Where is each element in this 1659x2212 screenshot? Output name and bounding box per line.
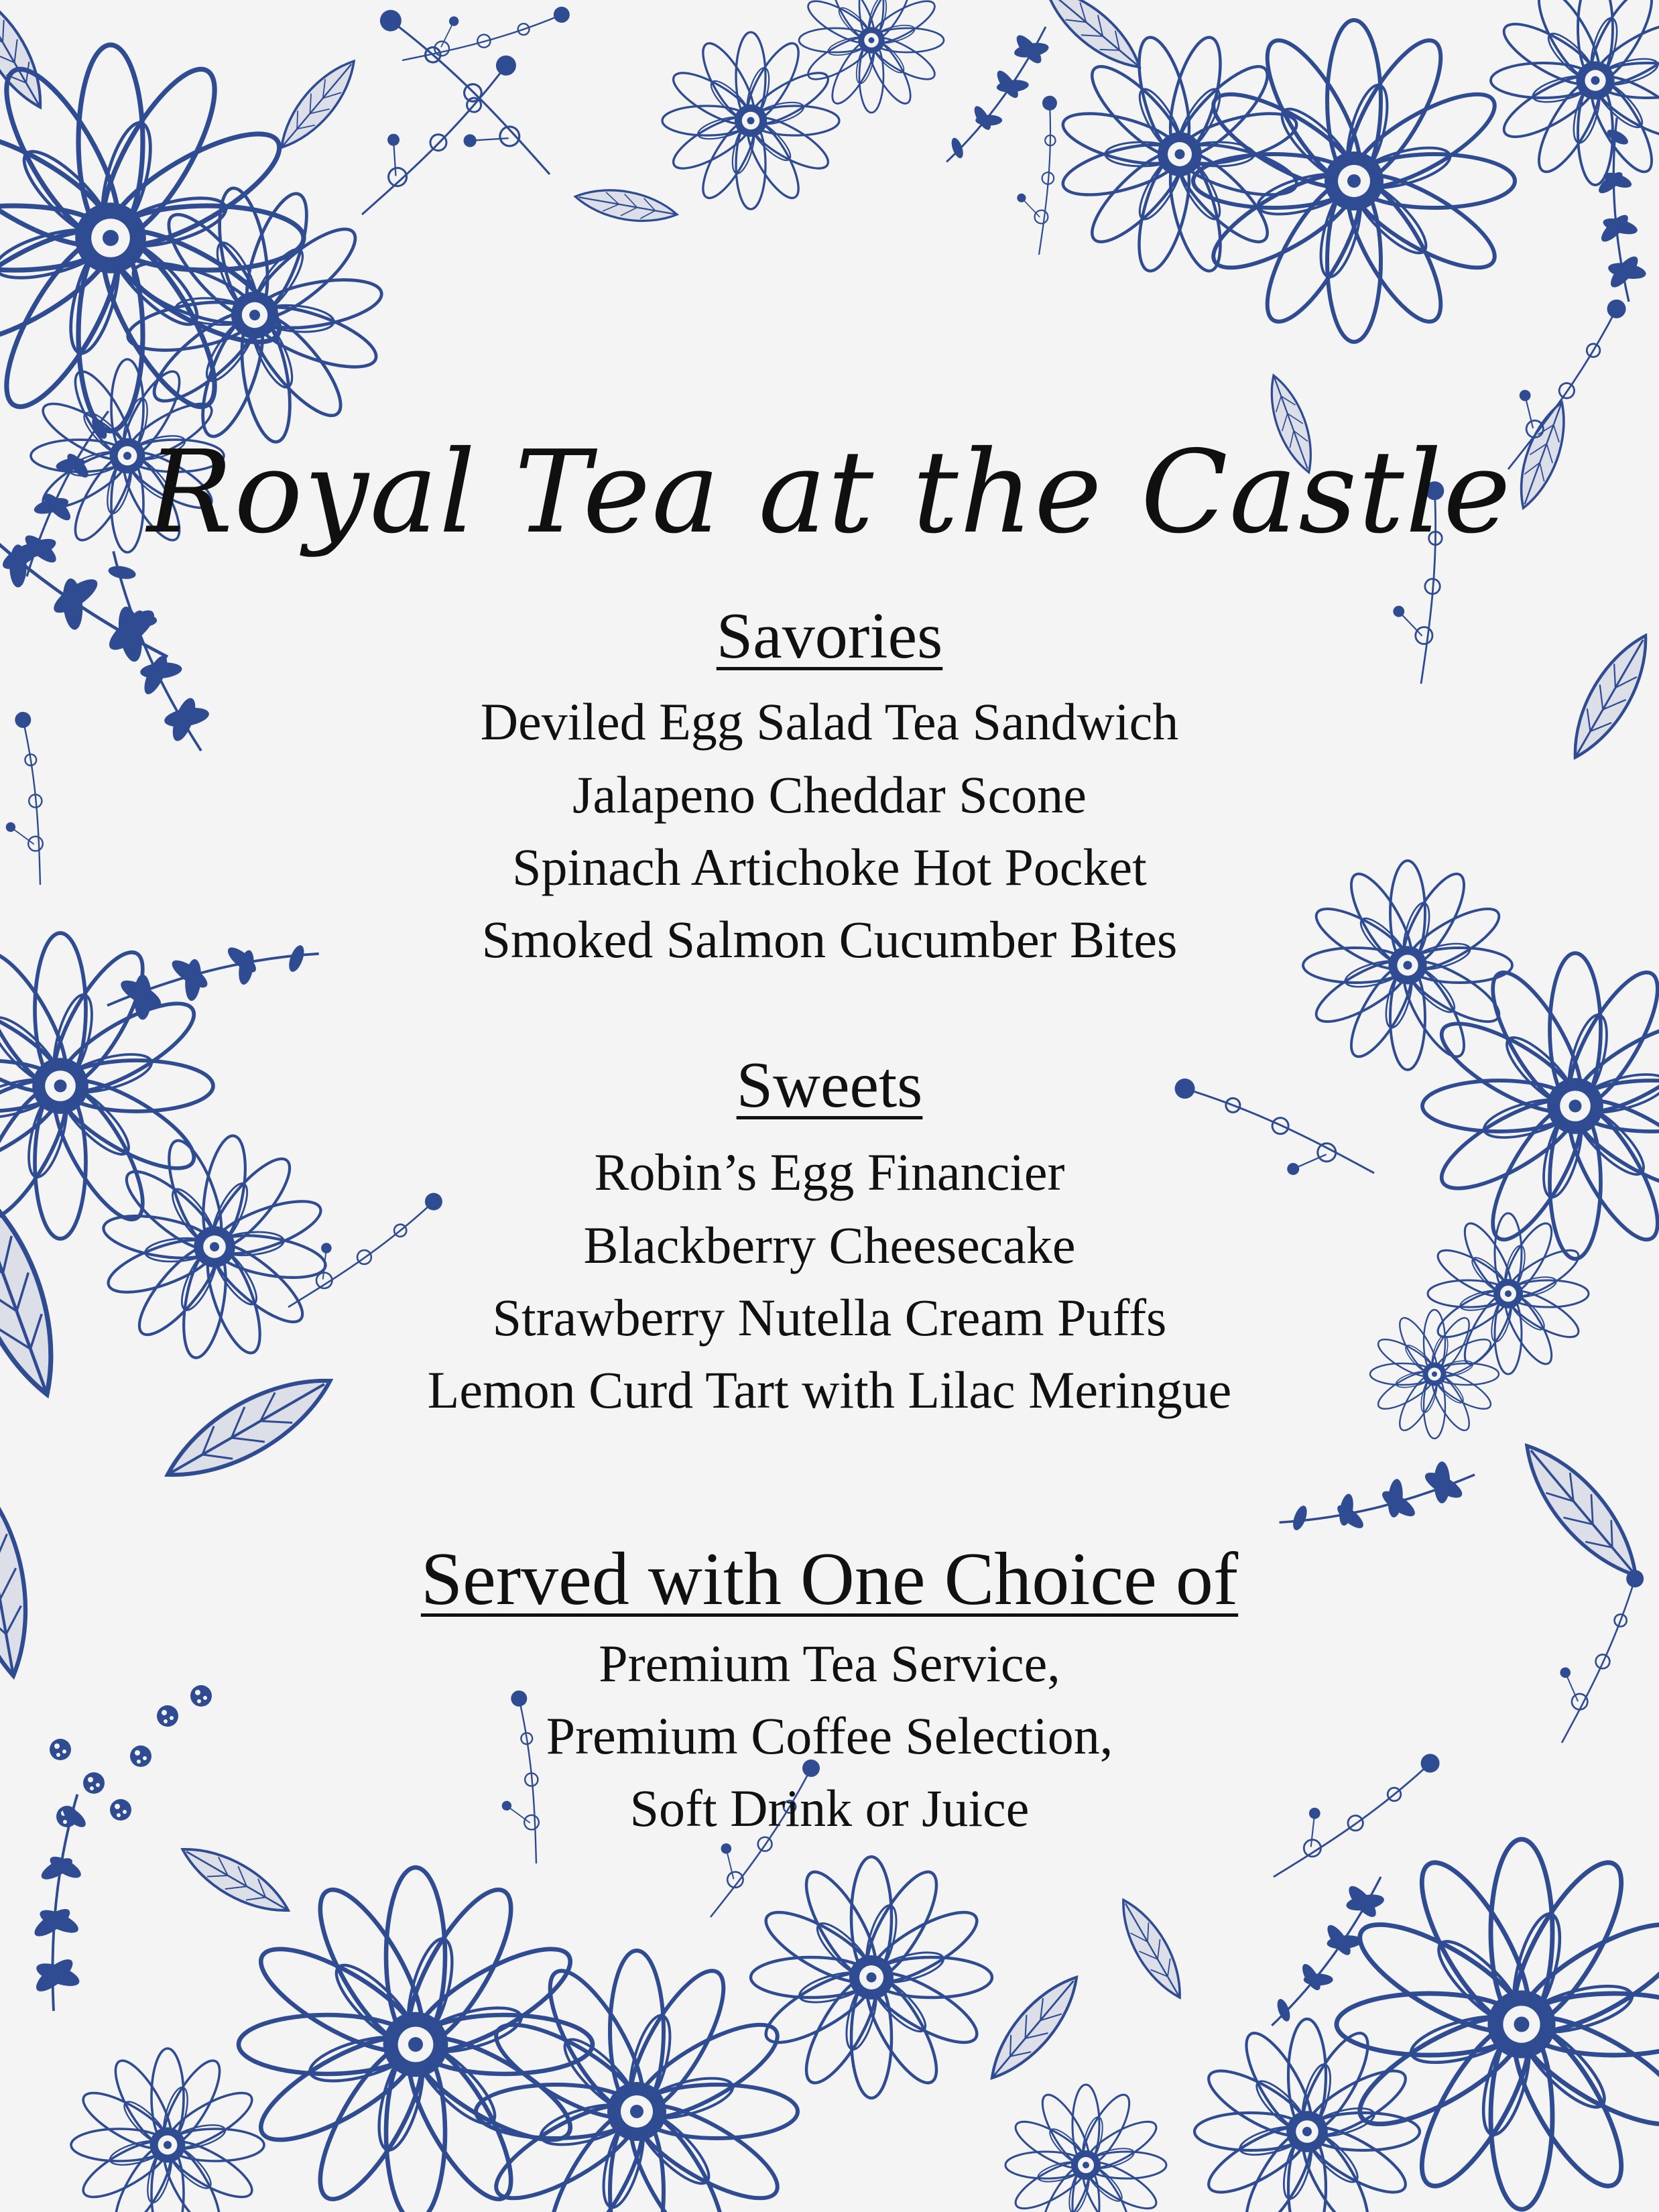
savory-item: Spinach Artichoke Hot Pocket: [512, 838, 1147, 896]
sweets-heading: Sweets: [736, 1049, 923, 1121]
sweet-item: Lemon Curd Tart with Lilac Meringue: [427, 1361, 1232, 1419]
menu-title: Royal Tea at the Castle: [147, 426, 1512, 559]
beverage-item: Premium Coffee Selection,: [546, 1707, 1113, 1765]
sweet-item: Robin’s Egg Financier: [594, 1143, 1065, 1201]
sweet-item: Strawberry Nutella Cream Puffs: [492, 1288, 1167, 1347]
sweet-item: Blackberry Cheesecake: [583, 1216, 1076, 1274]
savories-heading: Savories: [716, 600, 943, 672]
served-with-heading: Served with One Choice of: [420, 1538, 1239, 1621]
savory-item: Deviled Egg Salad Tea Sandwich: [480, 692, 1179, 751]
beverage-item: Premium Tea Service,: [599, 1634, 1060, 1693]
savory-item: Smoked Salmon Cucumber Bites: [481, 910, 1178, 969]
beverage-item: Soft Drink or Juice: [629, 1779, 1030, 1837]
savory-item: Jalapeno Cheddar Scone: [572, 765, 1087, 824]
